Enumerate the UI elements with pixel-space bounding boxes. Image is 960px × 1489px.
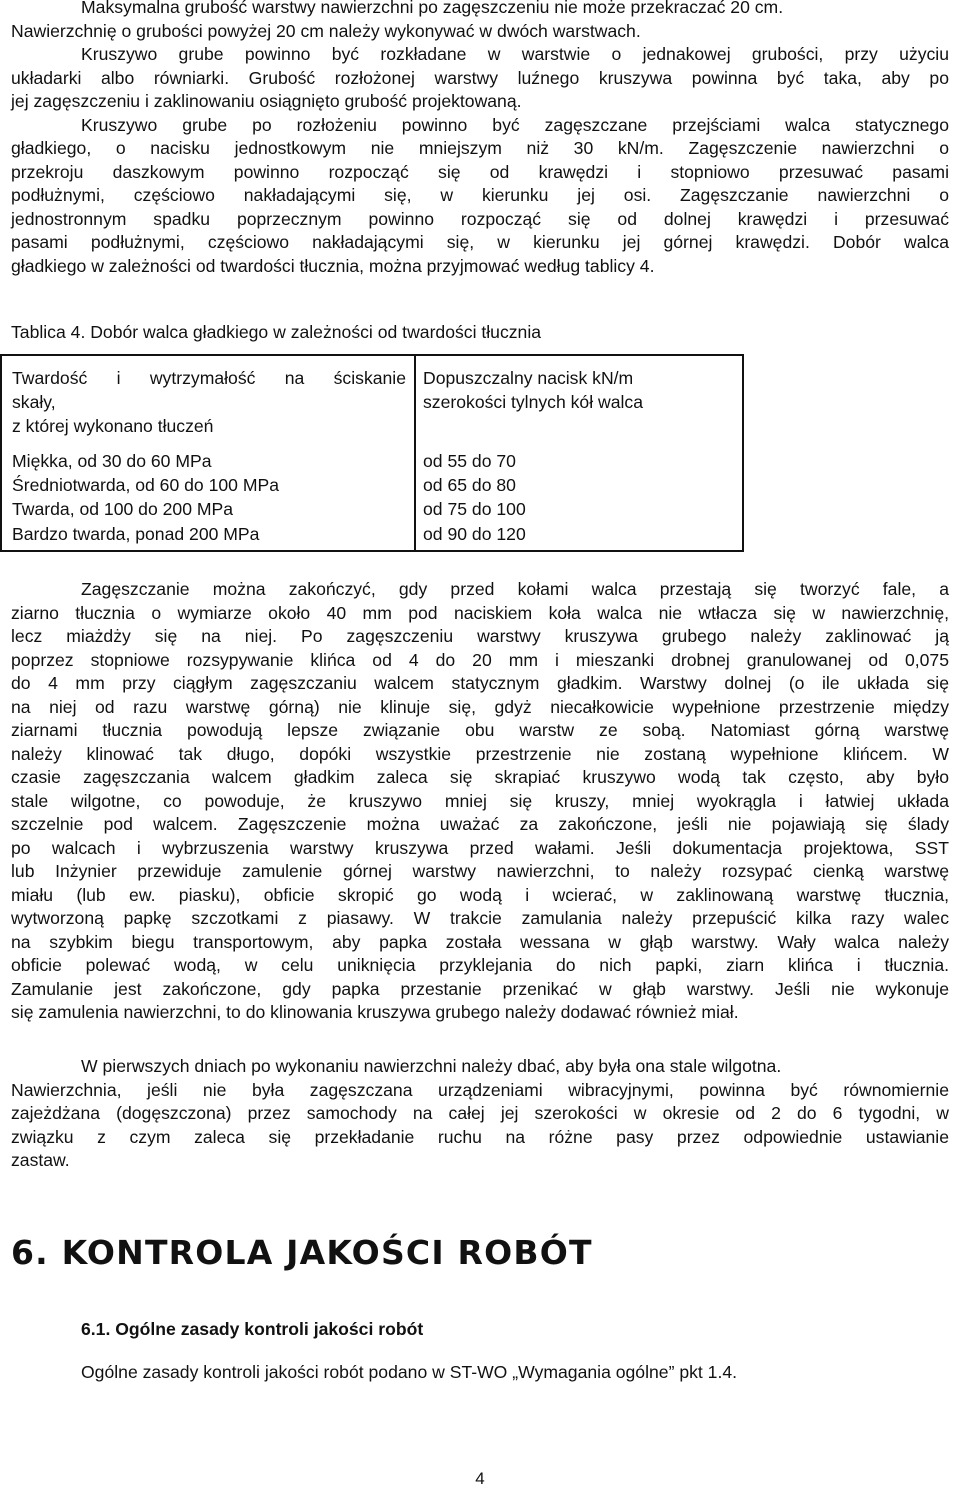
table-cell: od 65 do 80 — [423, 475, 516, 496]
text-line: lub Inżynier przewiduje zamulenie górnej warstwy nawierzchni, to należy rozsypać cienką warstwę — [11, 861, 949, 881]
text-line: Nawierzchnia, jeśli nie była zagęszczana urządzeniami wibracyjnymi, powinna być równomiernie — [11, 1079, 949, 1100]
table-header-line: Twardość i wytrzymałość na ściskanie — [12, 368, 406, 388]
roller-selection-table — [0, 354, 744, 552]
text-line: po walcach i wybrzuszenia warstwy kruszywa przed wałami. Jeśli dokumentacja projektowa, SST — [11, 837, 949, 858]
paragraph-compaction-thickness — [11, 0, 949, 278]
page-number: 4 — [475, 1469, 485, 1488]
table-cell: Bardzo twarda, ponad 200 MPa — [12, 523, 260, 544]
text-line: szczelnie pod walcem. Zagęszczenie można uważać za zakończone, jeśli nie pojawiają się ślady — [11, 814, 949, 834]
table-header-allowed-pressure — [423, 366, 738, 414]
text-line: miału (lub ew. piasku), obficie skropić go wodą i wcierać, w zaklinowaną warstwę tłucznia, — [11, 884, 949, 905]
text-line: wytworzoną papkę szczotkami z piasawy. W trakcie zamulania należy przepuścić kilka razy walec — [11, 908, 949, 928]
text-line: czasie zagęszczania walcem gładkim zaleca się skrapiać kruszywo wodą tak często, aby było — [11, 767, 949, 787]
subsection-text: Ogólne zasady kontroli jakości robót podano w ST-WO „Wymagania ogólne” pkt 1.4. — [81, 1362, 738, 1382]
text-line: na szybkim biegu transportowym, aby papka została wessana w głąb warstwy. Wały walca należy — [11, 931, 949, 952]
table-header-line: skały, — [12, 392, 56, 413]
subsection-heading: 6.1. Ogólne zasady kontroli jakości robót — [81, 1319, 424, 1339]
table-column-pressure — [423, 449, 738, 546]
table-header-line: z której wykonano tłuczeń — [12, 416, 214, 437]
table-header-line: szerokości tylnych kół walca — [423, 392, 643, 413]
text-line: pasami podłużnymi, częściowo nakładającymi się, w kierunku jej górnej krawędzi. Dobór walca — [11, 232, 949, 252]
table-divider — [414, 356, 416, 550]
table-header-rock-hardness — [12, 366, 406, 439]
text-line: układarki albo równiarki. Grubość rozłożonej warstwy luźnego kruszywa powinna być taka, aby po — [11, 67, 949, 88]
table-cell: Średniotwarda, od 60 do 100 MPa — [12, 475, 280, 496]
text-line: Nawierzchnię o grubości powyżej 20 cm należy wykonywać w dwóch warstwach. — [11, 20, 641, 41]
text-line: na niej od razu warstwę górną) nie klinuje się, gdyż niecałkowicie wypełnione przestrzenie między — [11, 696, 949, 717]
text-line: podłużnymi, częściowo nakładającymi się, w kierunku jej osi. Zagęszczanie nawierzchni o — [11, 185, 949, 205]
table-cell: od 55 do 70 — [423, 451, 516, 471]
text-line: gładkiego w zależności od twardości tłucznia, można przyjmować według tablicy 4. — [11, 255, 655, 276]
text-line: Zagęszczanie można zakończyć, gdy przed kołami walca przestają się tworzyć fale, a — [81, 579, 949, 599]
table-header-line: Dopuszczalny nacisk kN/m — [423, 368, 634, 388]
section-heading: 6. KONTROLA JAKOŚCI ROBÓT — [11, 1233, 593, 1272]
text-line: gładkiego, o nacisku jednostkowym nie mniejszym niż 30 kN/m. Zagęszczenie nawierzchni o — [11, 138, 949, 158]
text-line: ziarnami tłucznia powodują lepsze związanie obu warstw ze sobą. Natomiast górną warstwę — [11, 720, 949, 740]
text-line: do 4 mm przy ciągłym zagęszczaniu walcem statycznym gładkim. Warstwy dolnej (o ile układa się — [11, 673, 949, 693]
table-cell: Miękka, od 30 do 60 MPa — [12, 451, 212, 471]
text-line: się zamulenia nawierzchni, to do klinowania kruszywa grubego należy dodawać również miał. — [11, 1002, 739, 1022]
table-column-rock — [12, 449, 406, 546]
table-cell: od 75 do 100 — [423, 499, 526, 520]
text-line: stale wilgotne, co powoduje, że kruszywo mniej się kruszy, mniej wyokrągla i łatwiej układa — [11, 790, 949, 811]
table-cell: od 90 do 120 — [423, 523, 526, 544]
text-line: zajeżdżana (dogęszczona) przez samochody na całej jej szerokości w okresie od 2 do 6 tygodni, w — [11, 1103, 949, 1123]
text-line: ziarno tłucznia o wymiarze około 40 mm pod naciskiem koła walca nie wtłacza się w nawierzchnię, — [11, 602, 949, 623]
text-line: przekroju daszkowym powinno rozpocząć się od krawędzi i stopniowo przesuwać pasami — [11, 161, 949, 182]
table-caption: Tablica 4. Dobór walca gładkiego w zależności od twardości tłucznia — [11, 322, 542, 342]
paragraph-moisture-traffic — [11, 1055, 949, 1173]
text-line: obficie polewać wodą, w celu uniknięcia przyklejania do nich papki, ziarn klińca i tłucznia. — [11, 955, 949, 975]
table-cell: Twarda, od 100 do 200 MPa — [12, 499, 234, 520]
text-line: lecz miażdży się na niej. Po zagęszczeniu warstwy kruszywa grubego należy zaklinować ją — [11, 626, 949, 646]
text-line: zastaw. — [11, 1150, 70, 1170]
text-line: Kruszywo grube po rozłożeniu powinno być zagęszczane przejściami walca statycznego — [81, 114, 949, 135]
text-line: Maksymalna grubość warstwy nawierzchni po zagęszczeniu nie może przekraczać 20 cm. — [81, 0, 784, 17]
text-line: poprzez stopniowe rozsypywanie klińca od 4 do 20 mm i mieszanki drobnej granulowanej od 0,075 — [11, 649, 949, 670]
text-line: Zamulanie jest zakończone, gdy papka przestanie przenikać w głąb warstwy. Jeśli nie wykonuje — [11, 978, 949, 999]
text-line: jednostronnym spadku poprzecznym powinno rozpocząć się od dolnej krawędzi i przesuwać — [11, 208, 949, 229]
text-line: W pierwszych dniach po wykonaniu nawierzchni należy dbać, aby była ona stale wilgotna. — [81, 1056, 782, 1076]
text-line: należy klinować tak długo, dopóki wszystkie przestrzenie nie zostaną wypełnione klińcem. W — [11, 743, 949, 764]
text-line: związku z czym zaleca się przekładanie ruchu na różne pasy przez odpowiednie ustawianie — [11, 1126, 949, 1147]
paragraph-compaction-finish — [11, 578, 949, 1025]
text-line: Kruszywo grube powinno być rozkładane w warstwie o jednakowej grubości, przy użyciu — [81, 44, 949, 64]
text-line: jej zagęszczeniu i zaklinowaniu osiągnięto grubość projektowaną. — [11, 91, 522, 111]
